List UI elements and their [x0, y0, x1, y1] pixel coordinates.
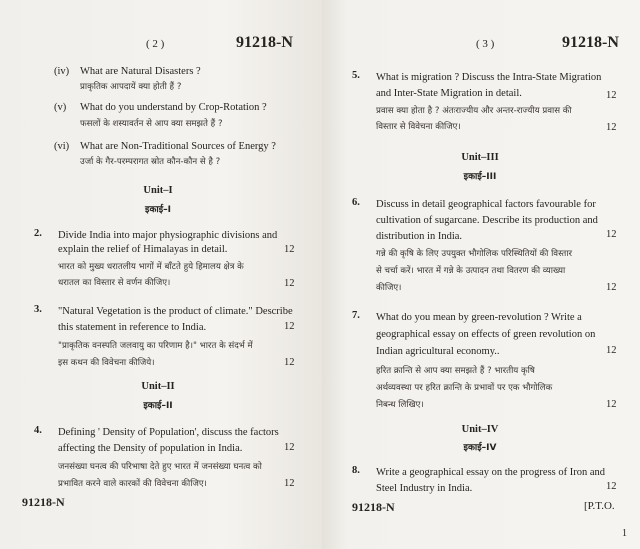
question-number: 8. — [352, 465, 360, 476]
page-number: ( 2 ) — [146, 38, 165, 50]
question-text: Indian agricultural economy.. — [376, 346, 500, 357]
question-text-hindi: जनसंख्या घनत्व की परिभाषा देते हुए भारत में जनसंख्या घनत्व को — [58, 462, 262, 472]
marks: 12 — [284, 478, 295, 489]
marks: 12 — [606, 282, 617, 293]
sub-question-hi: प्राकृतिक आपदायें क्या होती हैं ? — [80, 82, 182, 92]
question-text-hindi: निबन्ध लिखिए। — [376, 400, 424, 410]
question-text: affecting the Density of population in India. — [58, 443, 243, 454]
question-text: and Inter-State Migration in detail. — [376, 88, 522, 99]
question-text: Steel Industry in India. — [376, 483, 473, 494]
marks: 12 — [606, 399, 617, 410]
question-text: Divide India into major physiographic divisions and — [58, 230, 278, 241]
question-text-hindi: इस कथन की विवेचना कीजिये। — [58, 358, 155, 368]
unit-heading-hindi: इकाई–II — [143, 401, 173, 411]
sub-question-en: What are Natural Disasters ? — [80, 66, 201, 77]
question-text: geographical essay on effects of green revolution on — [376, 329, 596, 340]
question-text: Write a geographical essay on the progress of Iron and — [376, 467, 606, 478]
question-text-hindi: अर्थव्यवस्था पर हरित क्रान्ति के प्रभावों पर एक भौगोलिक — [376, 383, 553, 393]
unit-heading: Unit–II — [141, 381, 175, 392]
question-text-hindi: "प्राकृतिक वनस्पति जलवायु का परिणाम है।" भारत के संदर्भ में — [58, 341, 253, 351]
question-text-hindi: प्रभावित करने वाले कारकों की विवेचना कीजिए। — [58, 479, 207, 489]
marks: 12 — [606, 90, 617, 101]
sub-question-en: What are Non-Traditional Sources of Energy ? — [80, 141, 276, 152]
sub-question-num: (vi) — [54, 141, 70, 152]
footer-paper-code: 91218-N — [22, 495, 65, 509]
question-text: What do you mean by green-revolution ? Write a — [376, 312, 582, 323]
question-number: 6. — [352, 197, 360, 208]
paper-code: 91218-N — [236, 34, 293, 51]
marks: 12 — [284, 442, 295, 453]
unit-heading: Unit–III — [461, 152, 499, 163]
unit-heading: Unit–IV — [461, 424, 499, 435]
unit-heading-hindi: इकाई–I — [145, 205, 171, 215]
question-text-hindi: हरित क्रान्ति से आप क्या समझते हैं ? भारतीय कृषि — [376, 366, 535, 376]
question-number: 7. — [352, 310, 360, 321]
sub-question-en: What do you understand by Crop-Rotation ? — [80, 102, 267, 113]
question-text: cultivation of sugarcane. Describe its production and — [376, 215, 598, 226]
unit-heading: Unit–I — [143, 185, 173, 196]
question-text: Discuss in detail geographical factors favourable for — [376, 199, 596, 210]
question-text: Defining ' Density of Population', discuss the factors — [58, 427, 279, 438]
question-text: distribution in India. — [376, 231, 463, 242]
paper-code: 91218-N — [562, 34, 619, 51]
question-text-hindi: भारत को मुख्य धरातलीय भागों में बाँटते हुये हिमालय क्षेत्र के — [58, 262, 244, 272]
pto-note: [P.T.O. — [584, 500, 615, 512]
question-text-hindi: से चर्चा करें। भारत में गन्ने के उत्पादन तथा वितरण की व्याख्या — [376, 266, 566, 276]
marks: 12 — [284, 357, 295, 368]
marks: 12 — [606, 229, 617, 240]
question-text-hindi: कीजिए। — [376, 283, 402, 293]
marks: 12 — [284, 244, 295, 255]
sub-question-num: (v) — [54, 102, 67, 113]
unit-heading-hindi: इकाई–III — [463, 172, 497, 182]
question-text: this statement in reference to India. — [58, 322, 207, 333]
unit-heading-hindi: इकाई–IV — [463, 443, 497, 453]
right-page — [322, 0, 640, 549]
question-number: 3. — [34, 304, 42, 315]
marks: 12 — [284, 321, 295, 332]
question-text-hindi: विस्तार से विवेचना कीजिए। — [376, 122, 461, 132]
marks: 12 — [284, 278, 295, 289]
marks: 12 — [606, 481, 617, 492]
question-text-hindi: गन्ने की कृषि के लिए उपयुक्त भौगोलिक परिस्थितियों की विस्तार — [376, 249, 573, 259]
question-number: 2. — [34, 228, 42, 239]
sheet-number: 1 — [622, 528, 627, 539]
footer-paper-code: 91218-N — [352, 500, 395, 514]
question-text-hindi: प्रवास क्या होता है ? अंतःराज्यीय और अन्तर-राज्यीय प्रवास की — [376, 106, 572, 116]
question-text: explain the relief of Himalayas in detail. — [58, 244, 228, 255]
page-number: ( 3 ) — [476, 38, 495, 50]
marks: 12 — [606, 345, 617, 356]
question-text: What is migration ? Discuss the Intra-State Migration — [376, 72, 602, 83]
sub-question-hi: फसलों के शस्यावर्तन से आप क्या समझते हैं ? — [80, 119, 223, 129]
question-text: "Natural Vegetation is the product of climate." Describe — [58, 306, 293, 317]
question-text-hindi: धरातल का विस्तार से वर्णन कीजिए। — [58, 278, 171, 288]
sub-question-hi: उर्जा के गैर-परम्परागत स्रोत कौन-कौन से है ? — [80, 157, 221, 167]
sub-question-num: (iv) — [54, 66, 70, 77]
question-number: 5. — [352, 70, 360, 81]
question-number: 4. — [34, 425, 42, 436]
marks: 12 — [606, 122, 617, 133]
